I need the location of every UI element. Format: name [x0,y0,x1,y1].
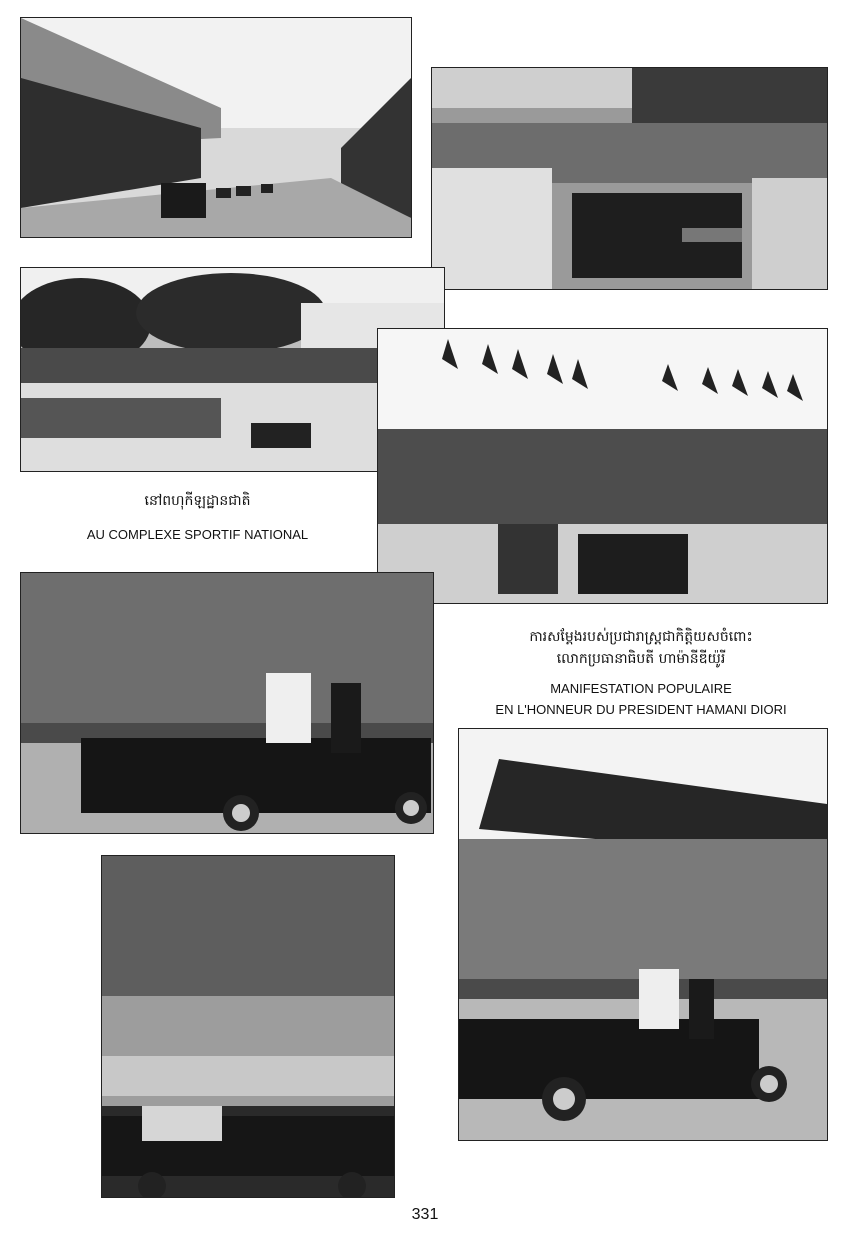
caption-sports-complex-khmer: នៅពហុកីឡដ្ឋានជាតិ [144,493,251,509]
photo-crowd-car-image [102,856,394,1197]
caption-popular-demonstration [456,626,826,720]
photo-car-crowd [431,67,828,290]
photo-grandstand-car-image [459,729,827,1140]
caption-popular-demonstration-khmer-line2: លោកប្រធានាធិបតី ហាម៉ានីឌីយ៉ូរី [556,651,726,667]
photo-car-stands-image [21,573,433,833]
photo-stadium-flags [377,328,828,604]
photo-grandstand-car [458,728,828,1141]
caption-popular-demonstration-french-line1: MANIFESTATION POPULAIRE [550,681,732,696]
photo-stadium-flags-image [378,329,827,603]
photo-boulevard-motorcade [20,17,412,238]
photo-crowd-car [101,855,395,1198]
caption-popular-demonstration-french-line2: EN L'HONNEUR DU PRESIDENT HAMANI DIORI [495,702,787,717]
caption-popular-demonstration-khmer-line1: ការសម្តែងរបស់ប្រជារាស្ត្រជាកិត្តិយសចំពោះ [529,629,753,645]
page-number: 331 [411,1206,439,1223]
photo-car-stands [20,572,434,834]
caption-sports-complex [20,490,375,545]
caption-sports-complex-french: AU COMPLEXE SPORTIF NATIONAL [86,527,309,542]
photo-car-crowd-image [432,68,827,289]
photo-boulevard-image [21,18,411,237]
